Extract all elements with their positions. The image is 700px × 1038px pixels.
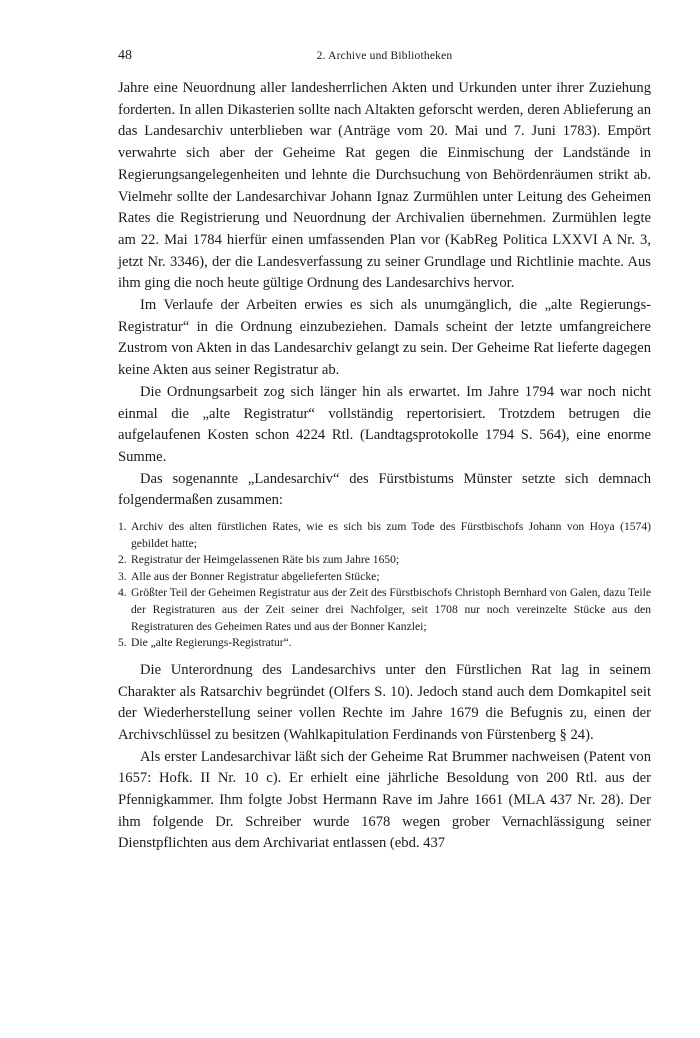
- list-item: [118, 519, 651, 552]
- paragraph: Das sogenannte „Landesarchiv“ des Fürstbistums Münster setzte sich demnach folgendermaßen zusammen:: [118, 470, 651, 509]
- page-number: 48: [118, 48, 132, 63]
- running-head: 2. Archive und Bibliotheken: [316, 50, 453, 62]
- book-page: [118, 48, 651, 855]
- list-item: [118, 585, 651, 635]
- paragraph: Jahre eine Neuordnung aller landesherrlichen Akten und Urkunden unter ihrer Zuziehung forderten. In allen Dikasterien sollte nach Altakten geforscht werden, deren Ablieferung an das Landesarchiv unterblieben war (Anträge vom 20. Mai und 7. Juni 1783). Empört verwahrte sich aber der Geheime Rat gegen die Einmischung der Landstände in Regierungsangelegenheiten und lehnte die Durchsuchung von Behördenräumen strikt ab. Vielmehr sollte der Landesarchivar Johann Ignaz Zurmühlen unter Leitung des Geheimen Rates die Registrierung und Neuordnung der Archivalien übernehmen. Zurmühlen legte am 22. Mai 1784 hierfür einen umfassenden Plan vor (KabReg Politica LXXVI A Nr. 3, jetzt Nr. 3346), der die Landesverfassung zu seiner Grundlage und Richtlinie machte. Aus ihm ging die noch heute gültige Ordnung des Landesarchivs hervor.: [118, 80, 651, 292]
- list-item: [118, 569, 651, 586]
- paragraph: Die Unterordnung des Landesarchivs unter den Fürstlichen Rat lag in seinem Charakter als Ratsarchiv begründet (Olfers S. 10). Jedoch stand auch dem Domkapitel seit der Wiederherstellung seiner vollen Rechte im Jahre 1679 die Befugnis zu, einen der Archivschlüssel zu besitzen (Wahlkapitulation Ferdinands von Fürstenberg § 24).: [118, 661, 651, 743]
- list-number: 1.: [118, 520, 127, 534]
- list-text: Alle aus der Bonner Registratur abgelieferten Stücke;: [131, 569, 380, 583]
- page-header: [118, 48, 651, 68]
- paragraph: Die Ordnungsarbeit zog sich länger hin als erwartet. Im Jahre 1794 war noch nicht einmal die „alte Registratur“ vollständig repertorisiert. Trotzdem betrugen die aufgelaufenen Kosten schon 4224 Rtl. (Landtagsprotokolle 1794 S. 564), eine enorme Summe.: [118, 383, 651, 465]
- list-item: [118, 635, 651, 652]
- list-number: 5.: [118, 636, 127, 650]
- list-number: 3.: [118, 569, 127, 583]
- list-text: Größter Teil der Geheimen Registratur aus der Zeit des Fürstbischofs Christoph Bernhard von Galen, dazu Teile der Registraturen aus der Zeit seiner drei Nachfolger, seit 1708 nur noch vereinzelte Stücke aus den Registraturen des Geheimen Rates und aus der Bonner Kanzlei;: [131, 586, 651, 633]
- archive-composition-list: [118, 519, 651, 652]
- paragraph: Als erster Landesarchivar läßt sich der Geheime Rat Brummer nachweisen (Patent von 1657: Hofk. II Nr. 10 c). Er erhielt eine jährliche Besoldung von 200 Rtl. aus der Pfennigkammer. Ihm folgte Jobst Hermann Rave im Jahre 1661 (MLA 437 Nr. 28). Der ihm folgende Dr. Schreiber wurde 1678 wegen grober Vernachlässigung seiner Dienstpflichten aus dem Archivariat entlassen (ebd. 437: [118, 748, 651, 852]
- list-number: 4.: [118, 586, 127, 600]
- body-text: [118, 78, 651, 855]
- list-text: Die „alte Regierungs-Registratur“.: [131, 636, 292, 650]
- list-text: Registratur der Heimgelassenen Räte bis zum Jahre 1650;: [131, 553, 400, 567]
- paragraph: Im Verlaufe der Arbeiten erwies es sich als unumgänglich, die „alte Regierungs-Registratur“ in die Ordnung einzubeziehen. Damals scheint der letzte umfangreichere Zustrom von Akten in das Landesarchiv gelangt zu sein. Der Geheime Rat lieferte dagegen keine Akten aus seiner Registratur ab.: [118, 297, 651, 379]
- list-text: Archiv des alten fürstlichen Rates, wie es sich bis zum Tode des Fürstbischofs Johann von Hoya (1574) gebildet hatte;: [131, 520, 651, 550]
- list-number: 2.: [118, 553, 127, 567]
- list-item: [118, 552, 651, 569]
